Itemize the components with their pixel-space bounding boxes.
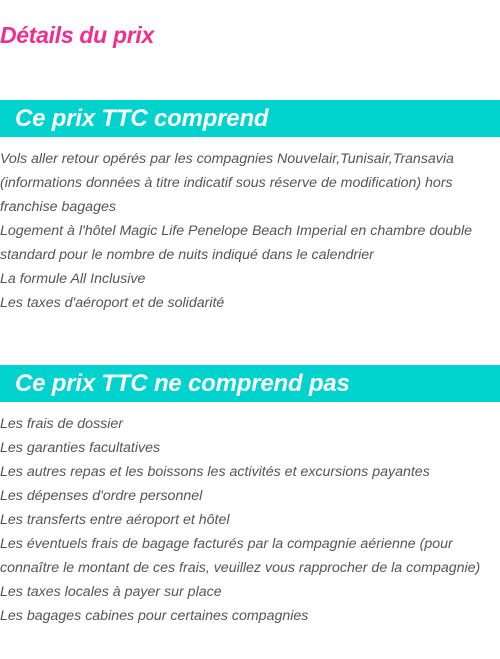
- list-item: Les autres repas et les boissons les activités et excursions payantes: [0, 464, 430, 480]
- list-item: La formule All Inclusive: [0, 271, 146, 287]
- list-item: Les éventuels frais de bagage facturés par la compagnie aérienne (pour connaître le montant de ces frais, veuillez vous rapprocher de la compagnie): [0, 536, 481, 576]
- list-item: Les dépenses d'ordre personnel: [0, 488, 203, 504]
- included-section-header: Ce prix TTC comprend: [0, 100, 500, 137]
- list-item: Les transferts entre aéroport et hôtel: [0, 512, 230, 528]
- list-item: Vols aller retour opérés par les compagnies Nouvelair,Tunisair,Transavia (informations données à titre indicatif sous réserve de modification) hors franchise bagages: [0, 151, 454, 215]
- page-title: Détails du prix: [0, 22, 154, 48]
- excluded-list: [0, 412, 500, 628]
- excluded-section-header: Ce prix TTC ne comprend pas: [0, 365, 500, 402]
- list-item: Les garanties facultatives: [0, 440, 161, 456]
- list-item: Logement à l'hôtel Magic Life Penelope Beach Imperial en chambre double standard pour le nombre de nuits indiqué dans le calendrier: [0, 223, 472, 263]
- list-item: Les taxes locales à payer sur place: [0, 584, 222, 600]
- list-item: Les bagages cabines pour certaines compagnies: [0, 608, 309, 624]
- included-list: [0, 147, 500, 315]
- list-item: Les frais de dossier: [0, 416, 124, 432]
- list-item: Les taxes d'aéroport et de solidarité: [0, 295, 225, 311]
